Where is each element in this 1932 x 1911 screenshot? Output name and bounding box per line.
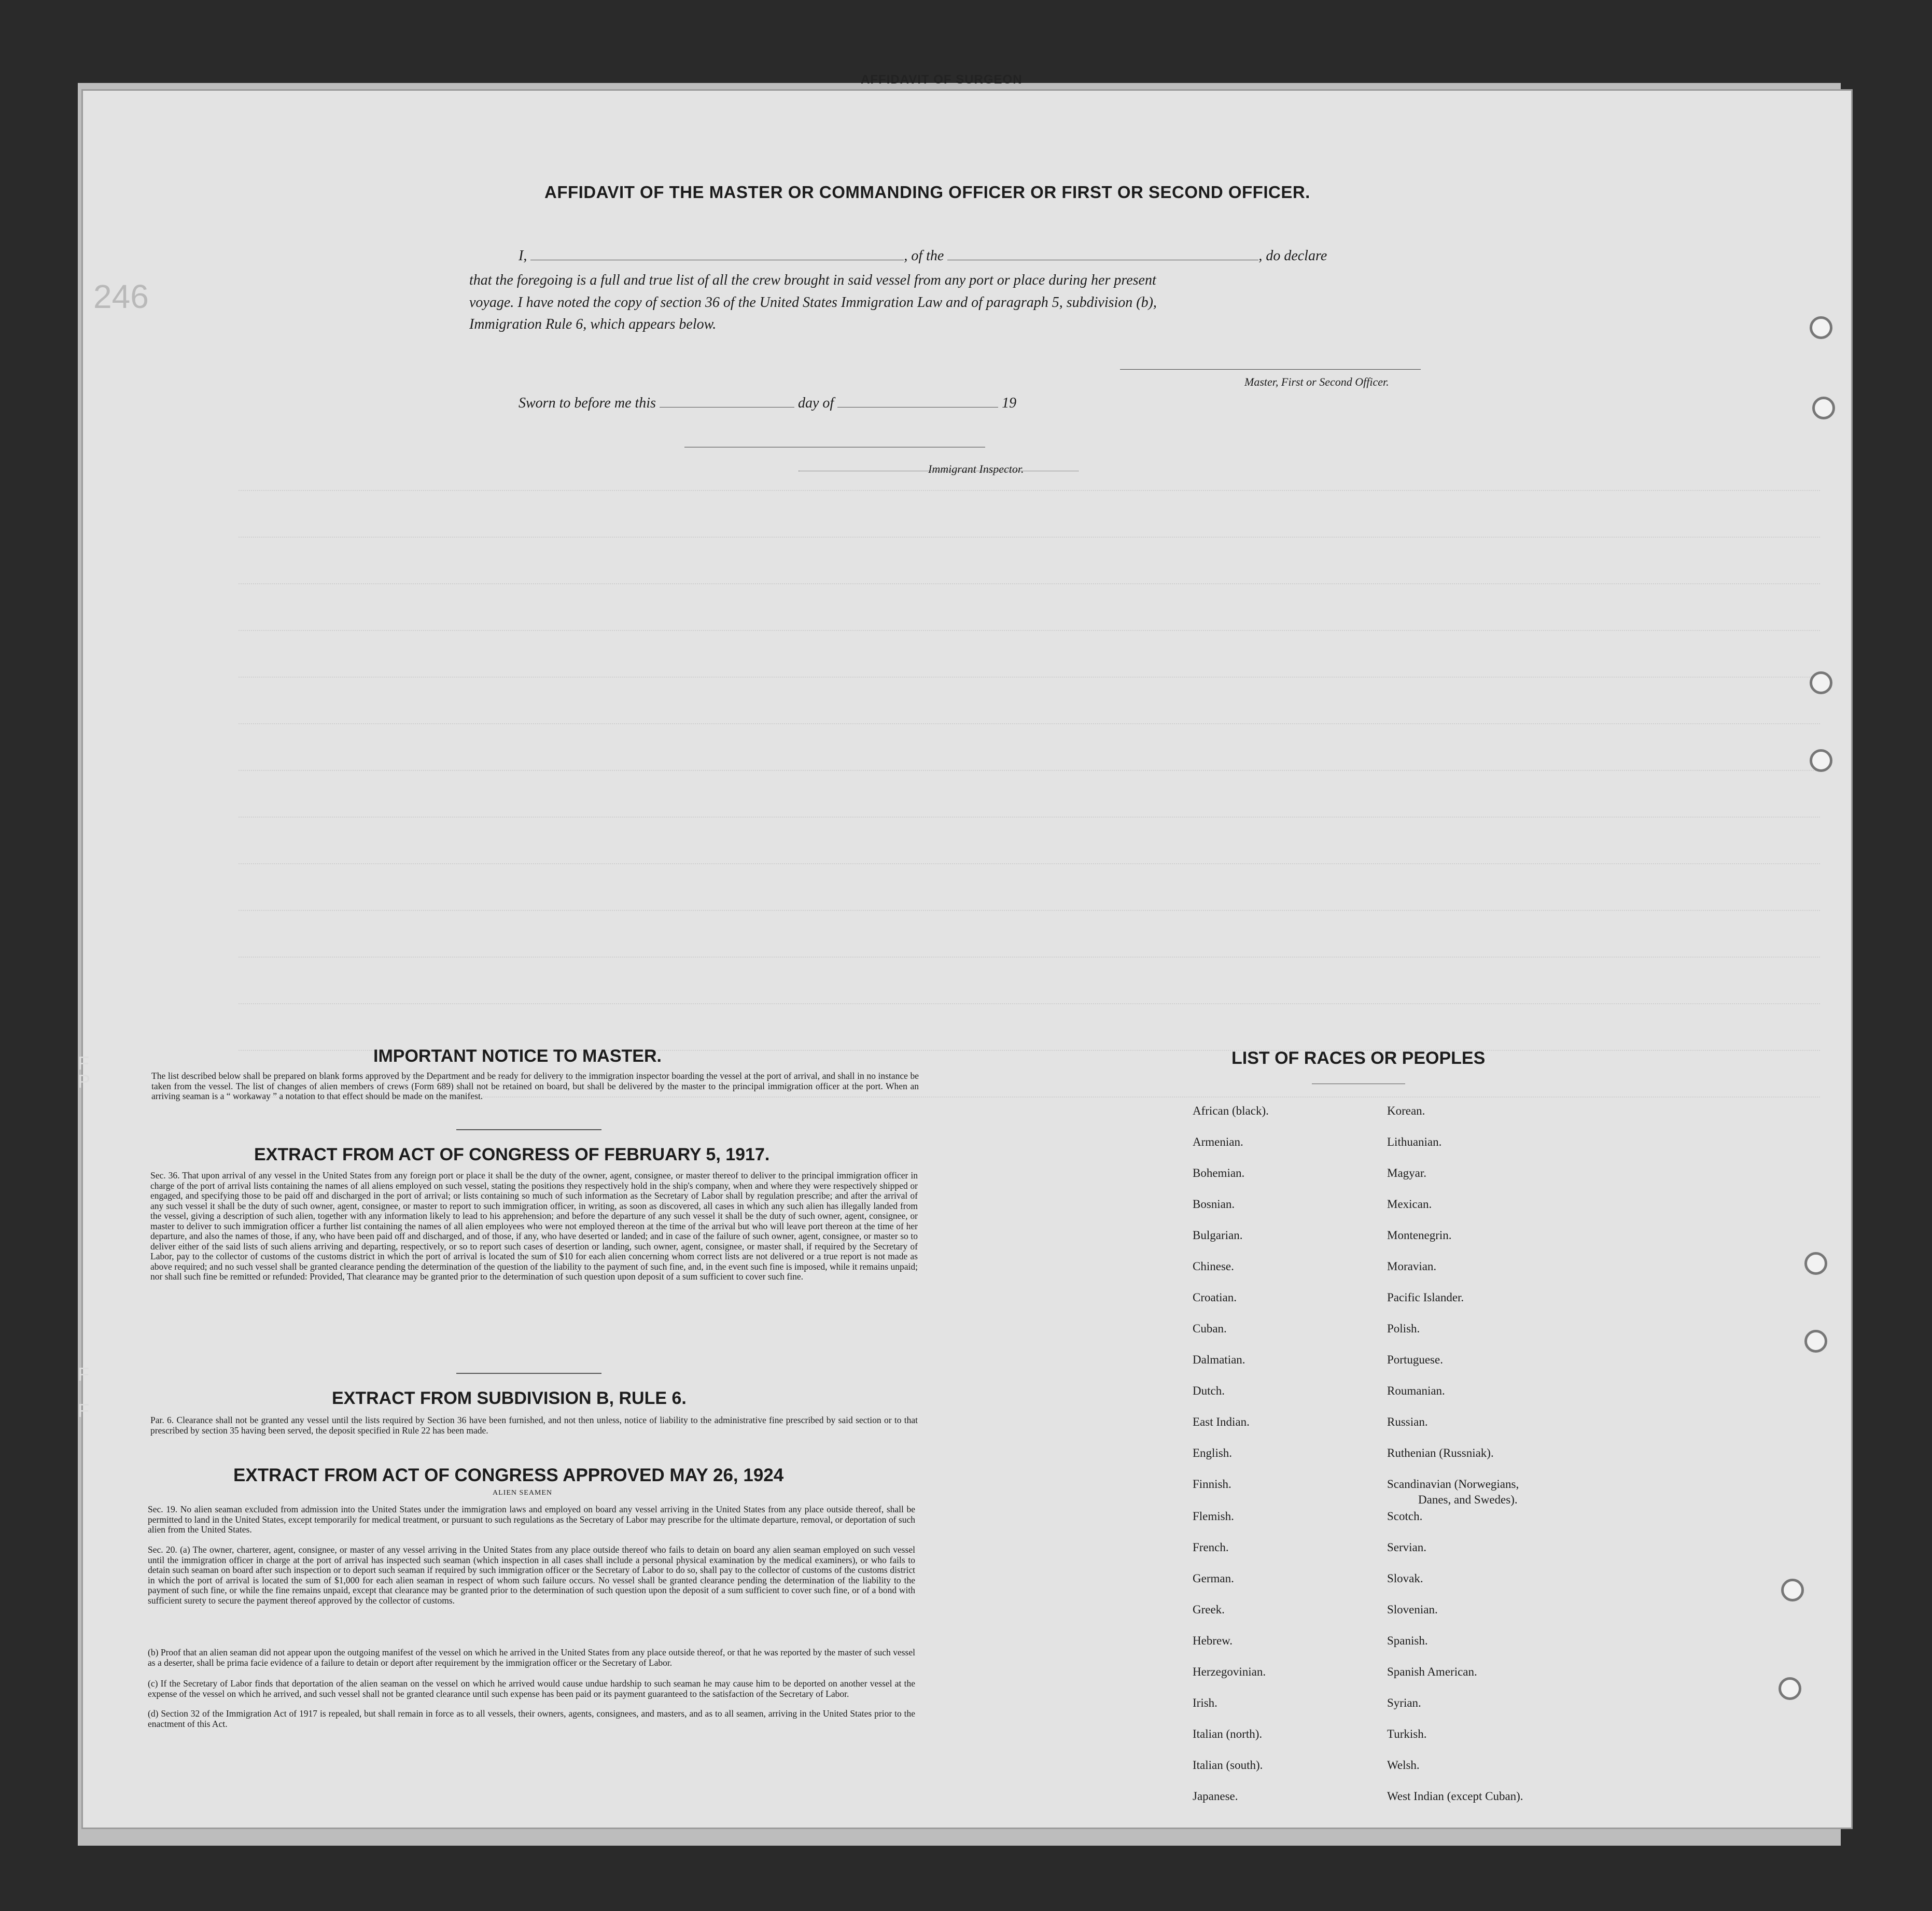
binder-hole [1779,1677,1801,1700]
race-left-item: Japanese. [1193,1790,1238,1803]
race-left-item: African (black). [1193,1104,1269,1117]
race-right-item: Slovak. [1387,1572,1423,1585]
races-title: LIST OF RACES OR PEOPLES [1231,1048,1486,1068]
affidavit-text-line-2: that the foregoing is a full and true list of all the crew brought in said vessel from any port or place during her present [469,272,1156,288]
race-right-item: Russian. [1387,1415,1428,1428]
race-left-item: Italian (north). [1193,1727,1263,1740]
section-divider [456,1373,601,1374]
master-caption: Master, First or Second Officer. [1244,375,1389,388]
sworn-month-blank[interactable] [837,407,998,408]
race-right-item: Magyar. [1387,1167,1427,1179]
declaration-prefix: I, [519,248,527,264]
bleed-through-row [239,630,1820,633]
race-right-item: Lithuanian. [1387,1135,1442,1148]
bleed-through-row [239,1003,1820,1006]
binder-hole [1810,749,1832,772]
edge-letter: F [78,1400,89,1421]
notice-body: The list described below shall be prepared on blank forms approved by the Department and be ready for delivery to the immigration inspector boarding the vessel at the port of arrival, and shall in no instance be taken from the vessel. The list of changes of alien members of crews (Form 689) shall not be retained on board, but shall be delivered by the master to the principal immigration officer at the port. When an arriving seaman is a “ workaway ” a notation to that effect should be made on the manifest. [151,1071,919,1101]
binder-hole [1804,1252,1827,1275]
race-left-item: Croatian. [1193,1291,1237,1304]
sworn-day-blank[interactable] [660,407,794,408]
edge-letter: P [78,1071,91,1092]
bleed-through-row [239,957,1820,960]
rule6-title: EXTRACT FROM SUBDIVISION B, RULE 6. [332,1388,687,1408]
race-right-item: Welsh. [1387,1759,1420,1772]
sec20a-text: Sec. 20. (a) The owner, charterer, agent, consignee, or master of any vessel arriving in the United States from any place outside thereof who fails to detain on board any alien seaman employed on such vessel until the immigration officer in charge at the port of arrival has inspected such seaman (which inspection in all cases shall include a personal physical examination by the medical examiners), or who fails to detain such seaman on board after such inspection or to deport such seaman if required by such immigration officer or the Secretary of Labor to do so, shall pay to the collector of customs of the customs district in which the port of arrival is located the sum of $1,000 for each alien seaman in respect of whom such failure occurs. No vessel shall be granted clearance pending the determination of the liability to the payment of such fine, or while the fine remains unpaid, except that clearance may be granted prior to the determination of such question upon the deposit of a sum sufficient to cover such fine, or of a bond with sufficient surety to secure the payment thereof approved by the collector of customs. [148,1544,915,1606]
race-left-item: Cuban. [1193,1322,1227,1335]
sec20b-text: (b) Proof that an alien seaman did not appear upon the outgoing manifest of the vessel on which he arrived in the United States from any place outside thereof, or that he was reported by the master of such vessel as a deserter, shall be prima facie evidence of a failure to detain or deport after requirement by the immigration officer or the Secretary of Labor. [148,1647,915,1668]
header-tab-text: AFFIDAVIT OF SURGEON [861,73,1023,87]
race-right-item: Roumanian. [1387,1384,1445,1397]
race-left-item: Italian (south). [1193,1759,1263,1772]
race-left-item: English. [1193,1446,1233,1459]
sworn-year-prefix: 19 [1002,395,1017,411]
race-left-item: Greek. [1193,1603,1225,1616]
extract-1917-title: EXTRACT FROM ACT OF CONGRESS OF FEBRUARY 5, 1917. [254,1145,770,1164]
binder-hole [1781,1579,1804,1601]
sec19-text: Sec. 19. No alien seaman excluded from admission into the United States under the immigration laws and employed on board any vessel arriving in the United States from any place outside thereof, shall be permitted to land in the United States, except temporarily for medical treatment, or pursuant to such regulations as the Secretary of Labor may prescribe for the ultimate departure, removal, or deportation of such alien from the United States. [148,1504,915,1535]
race-left-item: East Indian. [1193,1415,1250,1428]
affidavit-text-line-3: voyage. I have noted the copy of section 36 of the United States Immigration Law and of paragraph 5, subdivision (b), [469,294,1157,311]
binder-hole [1812,397,1835,419]
race-right-item: Moravian. [1387,1260,1437,1273]
race-right-item: Korean. [1387,1104,1425,1117]
handwritten-page-number: 246 [93,278,149,315]
bleed-through-row [239,863,1820,866]
bleed-through-row [239,677,1820,680]
declaration-of-the: , of the [904,248,944,264]
race-right-item: Servian. [1387,1541,1427,1554]
race-right-item: Turkish. [1387,1727,1427,1740]
binder-hole [1810,671,1832,694]
race-right-item: Ruthenian (Russniak). [1387,1446,1494,1459]
race-left-item: Bosnian. [1193,1198,1235,1211]
sworn-prefix: Sworn to before me this [519,395,656,411]
race-right-item: West Indian (except Cuban). [1387,1790,1523,1803]
edge-letter: F [78,1052,89,1074]
rule6-body: Par. 6. Clearance shall not be granted any vessel until the lists required by Section 36 have been furnished, and not then unless, notice of liability to the administrative fine prescribed by said section or to that prescribed by section 35 having been served, the deposit specified in Rule 22 has been made. [150,1415,918,1436]
extract-1924-title: EXTRACT FROM ACT OF CONGRESS APPROVED MAY 26, 1924 [233,1465,784,1485]
sec20c-text: (c) If the Secretary of Labor finds that deportation of the alien seaman on the vessel on which he arrived would cause undue hardship to such seaman he may cause him to be deported on another vessel at the expense of the vessel on which he arrived, and such vessel shall not be granted clearance until such expense has been paid or its payment guaranteed to the satisfaction of the Secretary of Labor. [148,1678,915,1699]
race-left-item: Bulgarian. [1193,1229,1243,1242]
bleed-through-row [239,537,1820,540]
race-left-item: Chinese. [1193,1260,1234,1273]
race-right-item: Spanish American. [1387,1665,1477,1678]
race-left-item: Hebrew. [1193,1634,1233,1647]
race-right-item: Montenegrin. [1387,1229,1452,1242]
bleed-through-row [239,910,1820,913]
affidavit-title: AFFIDAVIT OF THE MASTER OR COMMANDING OFFICER OR FIRST OR SECOND OFFICER. [544,182,1310,202]
extract-1917-body: Sec. 36. That upon arrival of any vessel in the United States from any foreign port or place it shall be the duty of the owner, agent, consignee, or master thereof to deliver to the principal immigration officer in charge of the port of arrival lists containing the names of all aliens employed on such vessel, stating the positions they respectively hold in the ship's company, when and where they were respectively shipped or engaged, and specifying those to be paid off and discharged in the port of arrival; or lists containing so much of such information as the Secretary of Labor shall by regulation prescribe; and after the arrival of any such vessel it shall be the duty of such owner, agent, consignee, or master to report to such immigration officer, in writing, as soon as discovered, all cases in which any such alien has illegally landed from the vessel, giving a description of such alien, together with any information likely to lead to his apprehension; and before the departure of any such vessel it shall be the duty of such owner, agent, consignee, or master to deliver to such immigration officer a further list containing the names of all alien employees who were not employed thereon at the time of the arrival but who will leave port thereon at the time of her departure, and also the names of those, if any, who have been paid off and discharged, and of those, if any, who have deserted or landed; and in case of the failure of such owner, agent, consignee, or master so to deliver either of the said lists of such aliens arriving and departing, respectively, or so to report such cases of desertion or landing, such owner, agent, consignee, or master shall, if required by the Secretary of Labor, pay to the collector of customs of the customs district in which the port of arrival is located the sum of $10 for each alien concerning whom correct lists are not delivered or a true report is not made as above required; and no such vessel shall be granted clearance pending the determination of the question of the liability to the payment of such fine, and, in the event such fine is imposed, while it remains unpaid; nor shall such fine be remitted or refunded: Provided, That clearance may be granted prior to the determination of such question upon deposit of a sum sufficient to cover such fine. [150,1170,918,1282]
binder-hole [1804,1330,1827,1353]
race-left-item: Flemish. [1193,1510,1234,1523]
race-right-item: Scotch. [1387,1510,1423,1523]
race-right-item: Portuguese. [1387,1353,1443,1366]
bleed-through-row [239,490,1820,493]
bleed-through-row [239,583,1820,586]
notice-title: IMPORTANT NOTICE TO MASTER. [373,1046,662,1066]
inspector-caption: Immigrant Inspector. [928,462,1024,475]
race-right-item: Scandinavian (Norwegians, [1387,1478,1519,1491]
race-right-item: Spanish. [1387,1634,1428,1647]
declaration-suffix: , do declare [1258,248,1327,264]
affidavit-declaration-line [519,248,1327,264]
race-left-item: French. [1193,1541,1229,1554]
race-left-item: Dalmatian. [1193,1353,1245,1366]
extract-1924-subtitle: ALIEN SEAMEN [493,1489,553,1497]
race-left-item: German. [1193,1572,1234,1585]
sworn-day-of: day of [797,395,834,411]
master-signature-line[interactable] [1120,369,1421,370]
race-left-item: Finnish. [1193,1478,1231,1491]
race-right-item: Syrian. [1387,1696,1421,1709]
race-left-item: Irish. [1193,1696,1217,1709]
race-left-item: Bohemian. [1193,1167,1245,1179]
race-right-item: Mexican. [1387,1198,1432,1211]
bleed-through-row [239,723,1820,726]
race-right-item: Pacific Islander. [1387,1291,1464,1304]
race-right-item: Slovenian. [1387,1603,1438,1616]
bleed-through-row [239,817,1820,820]
sec20d-text: (d) Section 32 of the Immigration Act of 1917 is repealed, but shall remain in force as to all vessels, their owners, agents, consignees, and masters, and as to all seamen, arriving in the United States prior to the enactment of this Act. [148,1708,915,1729]
race-right-item: Polish. [1387,1322,1420,1335]
race-left-item: Herzegovinian. [1193,1665,1266,1678]
race-left-item: Armenian. [1193,1135,1243,1148]
section-divider [456,1129,601,1130]
binder-hole [1810,316,1832,339]
bleed-through-row [239,770,1820,773]
edge-letter: F [78,1364,89,1385]
sworn-line [519,395,1016,412]
race-left-item: Dutch. [1193,1384,1225,1397]
affidavit-text-line-4: Immigration Rule 6, which appears below. [469,316,717,332]
race-right-item-continuation: Danes, and Swedes). [1418,1493,1518,1506]
